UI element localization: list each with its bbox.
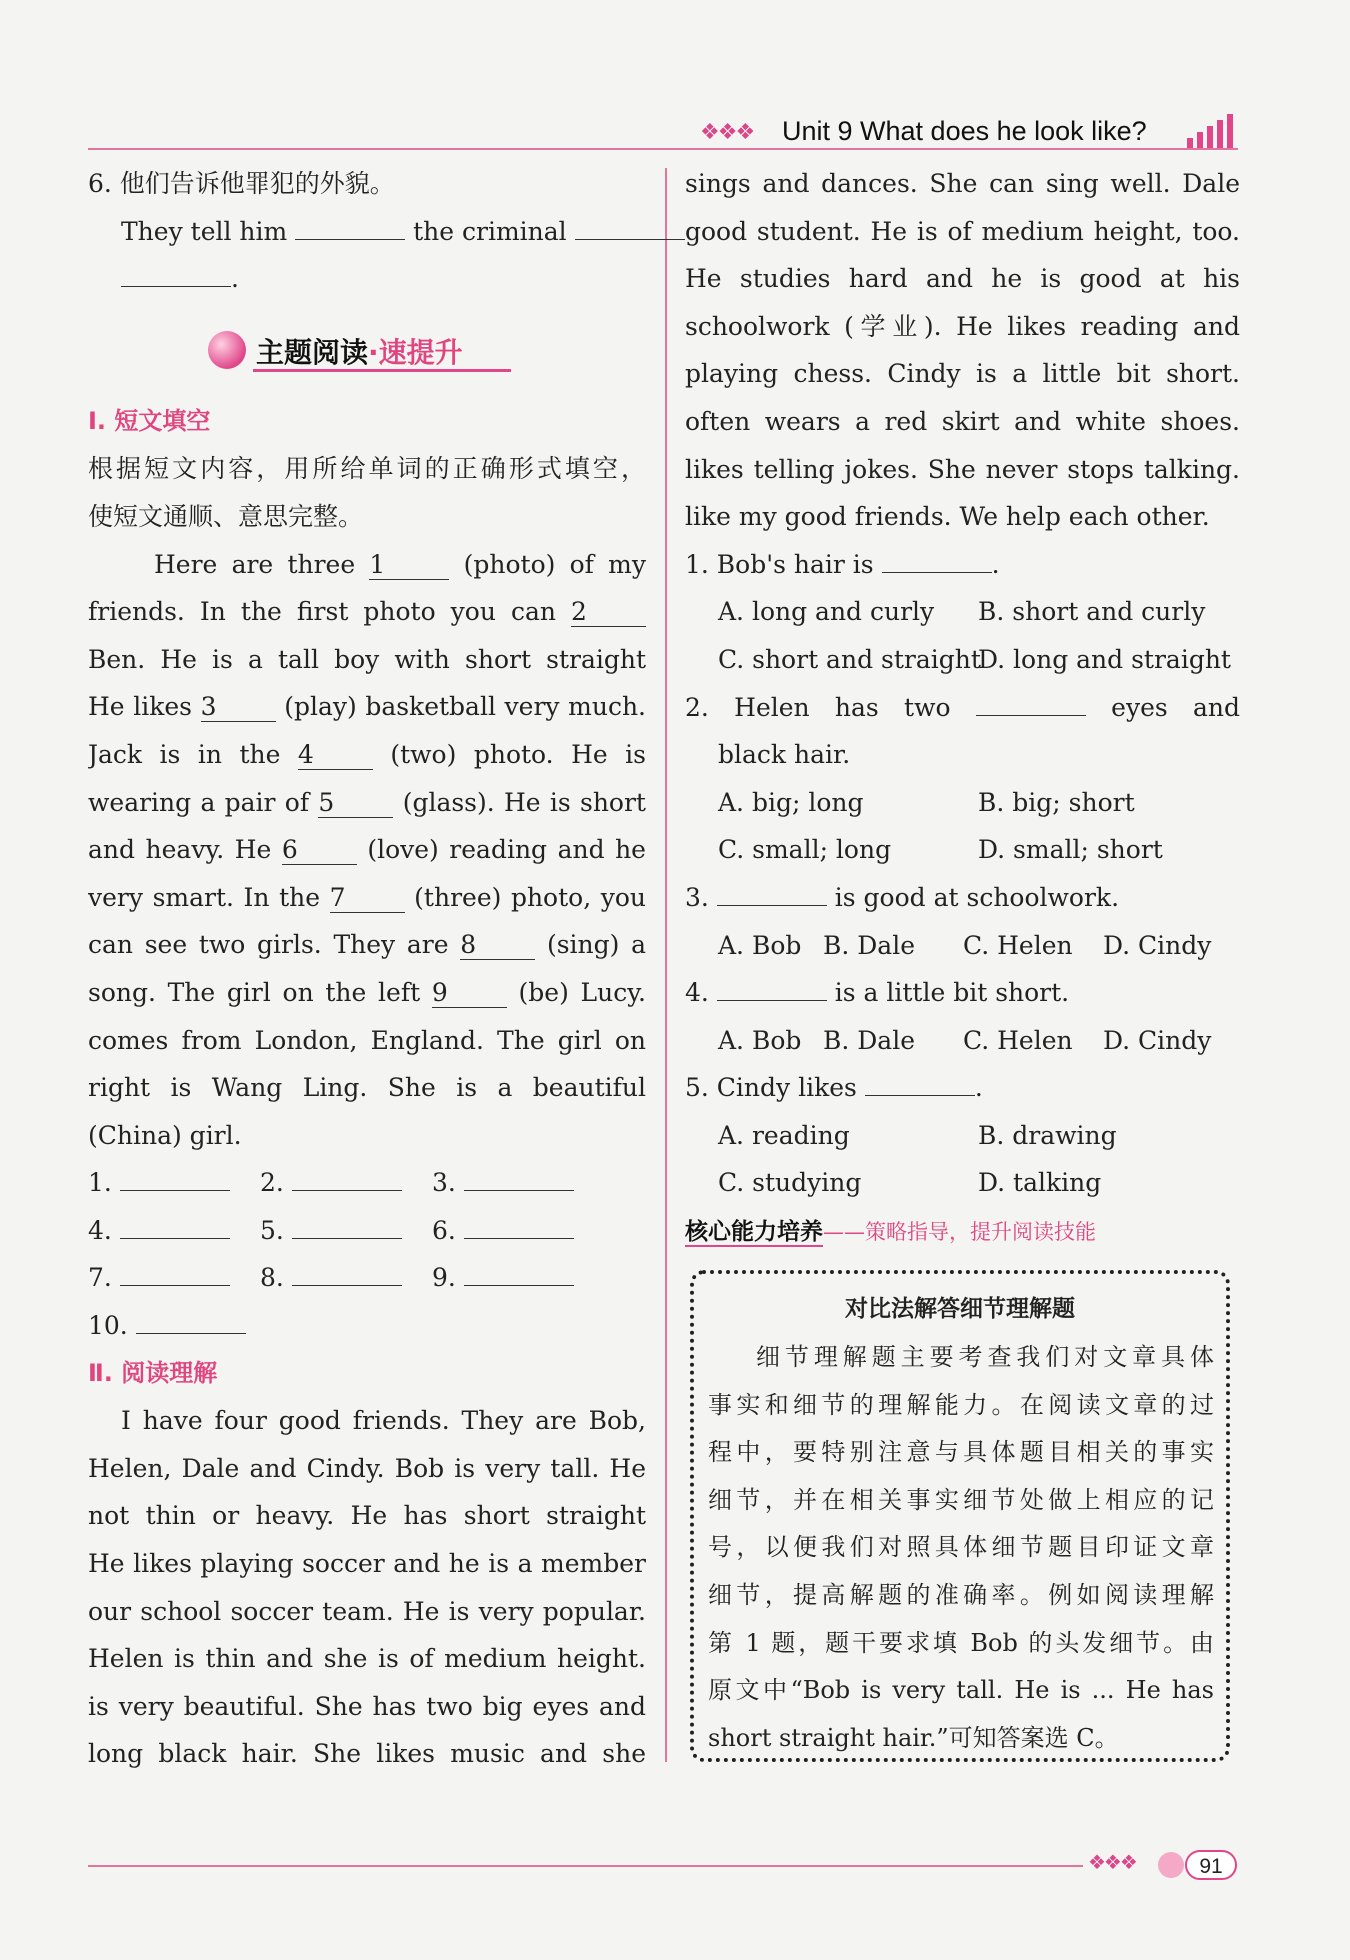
option[interactable]: D. small; short [978, 835, 1163, 865]
passage-line: good student. He is of medium height, too. [685, 216, 1240, 246]
option[interactable]: D. Cindy [1103, 1025, 1212, 1055]
option[interactable]: A. Bob [718, 930, 802, 960]
answer-blank[interactable] [292, 1238, 402, 1239]
passage-line: right is Wang Ling. She is a beautiful [88, 1064, 646, 1112]
passage-line: playing chess. Cindy is a little bit short. [685, 359, 1240, 389]
part1-instruction: 使短文通顺、意思完整。 [88, 501, 364, 531]
option[interactable]: C. short and straight [718, 644, 981, 674]
tip-line: 号，以便我们对照具体细节题目印证文章 [708, 1533, 1214, 1562]
passage-line: like my good friends. We help each other. [685, 502, 1210, 532]
option[interactable]: C. Helen [963, 930, 1073, 960]
answer-blank[interactable] [575, 239, 685, 240]
option[interactable]: B. big; short [978, 787, 1135, 817]
tip-title: 对比法解答细节理解题 [845, 1296, 1075, 1322]
option[interactable]: C. Helen [963, 1025, 1073, 1055]
answer-blank[interactable] [464, 1238, 574, 1239]
question-4-options [685, 1017, 1240, 1065]
q6-english: They tell him the criminal [88, 208, 646, 256]
unit-title: Unit 9 What does he look like? [782, 116, 1147, 146]
tip-line: 事实和细节的理解能力。在阅读文章的过 [708, 1390, 1214, 1419]
tip-line: 程中，要特别注意与具体题目相关的事实 [708, 1438, 1214, 1467]
left-column [88, 160, 646, 1778]
answer-blank[interactable] [717, 905, 827, 906]
answer-blank[interactable] [464, 1285, 574, 1286]
question-1: 1. Bob's hair is . [685, 549, 1000, 579]
passage-line: very smart. In the 7 (three) photo, you [88, 882, 646, 912]
question-2-options [685, 779, 1240, 874]
passage-line: sings and dances. She can sing well. Dale [685, 169, 1240, 198]
column-divider [665, 168, 667, 1762]
footer-rule [88, 1865, 1083, 1867]
answer-blank[interactable] [292, 1190, 402, 1191]
answer-blank[interactable] [136, 1333, 246, 1334]
tip-line: 原文中“Bob is very tall. He is ... He has [708, 1676, 1214, 1705]
signal-bars-icon [1185, 112, 1243, 148]
answer-blank[interactable] [717, 1000, 827, 1001]
numbered-blank: 1 [369, 551, 449, 580]
question-5: 5. Cindy likes . [685, 1073, 983, 1103]
question-5-options [685, 1112, 1240, 1207]
banner-ball-icon [208, 331, 246, 369]
banner-underline [253, 369, 511, 372]
option[interactable]: B. drawing [978, 1120, 1117, 1150]
option[interactable]: B. Dale [823, 930, 916, 960]
answer-blank[interactable] [292, 1285, 402, 1286]
option[interactable]: C. small; long [718, 835, 892, 865]
answer-blank[interactable] [464, 1190, 574, 1191]
option[interactable]: B. short and curly [978, 597, 1206, 627]
tip-line: short straight hair.”可知答案选 C。 [708, 1723, 1119, 1752]
header-rule [88, 148, 1238, 150]
passage-line: is very beautiful. She has two big eyes and [88, 1691, 646, 1721]
option[interactable]: D. long and straight [978, 644, 1231, 674]
q6-english-cont: . [88, 255, 646, 303]
question-2-cont: black hair. [718, 740, 851, 770]
banner-title: 主题阅读·速提升 [256, 335, 463, 369]
numbered-blank: 3 [201, 693, 276, 722]
passage-line: can see two girls. They are 8 (sing) a [88, 930, 646, 960]
passage-line: comes from London, England. The girl on [88, 1025, 646, 1055]
option[interactable]: D. Cindy [1103, 930, 1212, 960]
numbered-blank: 8 [460, 931, 535, 960]
part1-instruction: 根据短文内容，用所给单词的正确形式填空， [88, 454, 646, 484]
passage-line: friends. In the first photo you can 2 [88, 588, 646, 636]
answer-blank[interactable] [120, 1238, 230, 1239]
passage-line: Ben. He is a tall boy with short straight [88, 644, 646, 674]
passage-line: often wears a red skirt and white shoes. [685, 406, 1240, 436]
answer-blank[interactable] [976, 715, 1086, 716]
answer-grid: 1. 2. 3. 4. 5. 6. 7. 8. 9. 10. [88, 1159, 646, 1349]
option[interactable]: B. Dale [823, 1025, 916, 1055]
numbered-blank: 4 [298, 741, 373, 770]
passage-line: I have four good friends. They are Bob, [121, 1406, 646, 1436]
numbered-blank: 7 [330, 884, 405, 913]
tip-body [694, 1334, 1226, 1762]
footer-ball-icon [1158, 1852, 1184, 1878]
answer-blank[interactable] [865, 1095, 975, 1096]
header-diamond-icons: ❖❖❖ [700, 120, 754, 145]
section-banner [88, 303, 646, 398]
passage-line: and heavy. He 6 (love) reading and he [88, 835, 646, 865]
answer-blank[interactable] [120, 1285, 230, 1286]
option[interactable]: A. long and curly [718, 597, 935, 627]
numbered-blank: 5 [318, 789, 393, 818]
question-3-options [685, 922, 1240, 970]
passage-line: (China) girl. [88, 1120, 242, 1150]
passage-line: Here are three 1 (photo) of my [154, 549, 646, 579]
right-column [685, 160, 1240, 1255]
option[interactable]: C. studying [718, 1168, 862, 1198]
answer-blank[interactable] [295, 239, 405, 240]
passage-line: our school soccer team. He is very popular. [88, 1596, 646, 1626]
numbered-blank: 9 [432, 979, 507, 1008]
option[interactable]: A. Bob [718, 1025, 802, 1055]
question-2: 2. Helen has two eyes and [685, 684, 1240, 732]
part1-heading: Ⅰ. 短文填空 [88, 406, 211, 435]
passage-line: He likes playing soccer and he is a member [88, 1549, 646, 1579]
tip-line: 细节，提高解题的准确率。例如阅读理解 [708, 1580, 1214, 1609]
passage-line: likes telling jokes. She never stops talking. [685, 454, 1240, 484]
passage-line: He likes 3 (play) basketball very much. [88, 692, 646, 722]
passage-line: song. The girl on the left 9 (be) Lucy. [88, 977, 646, 1007]
footer-diamond-icons: ❖❖❖ [1088, 1850, 1136, 1874]
part2-heading: Ⅱ. 阅读理解 [88, 1358, 218, 1387]
passage-line: Jack is in the 4 (two) photo. He is [88, 739, 646, 769]
option[interactable]: A. reading [718, 1120, 850, 1150]
answer-blank[interactable] [121, 286, 231, 287]
passage-line: Helen is thin and she is of medium height. [88, 1644, 646, 1674]
tip-line: 细节理解题主要考查我们对文章具体 [756, 1343, 1214, 1371]
numbered-blank: 6 [282, 836, 357, 865]
numbered-blank: 2 [571, 598, 646, 627]
question-1-options [685, 588, 1240, 683]
strategy-tip-box [690, 1270, 1230, 1762]
page-number: 91 [1185, 1850, 1237, 1880]
passage-line: wearing a pair of 5 (glass). He is short [88, 787, 646, 817]
answer-blank[interactable] [882, 572, 992, 573]
q6-chinese: 6. 他们告诉他罪犯的外貌。 [88, 169, 395, 198]
tip-line: 细节，并在相关事实细节处做上相应的记 [708, 1485, 1214, 1514]
passage-line: Helen, Dale and Cindy. Bob is very tall. He [88, 1453, 646, 1483]
option[interactable]: D. talking [978, 1168, 1102, 1198]
question-4: 4. is a little bit short. [685, 978, 1070, 1008]
skill-heading: 核心能力培养——策略指导，提升阅读技能 [685, 1219, 1096, 1246]
question-3: 3. is good at schoolwork. [685, 882, 1120, 912]
answer-blank[interactable] [120, 1190, 230, 1191]
option[interactable]: A. big; long [718, 787, 864, 817]
passage-line: He studies hard and he is good at his [685, 264, 1240, 294]
tip-line: 第 1 题，题干要求填 Bob 的头发细节。由 [708, 1628, 1214, 1657]
passage-line: schoolwork (学业). He likes reading and [685, 311, 1240, 341]
passage-line: long black hair. She likes music and she [88, 1739, 646, 1769]
passage-line: not thin or heavy. He has short straight [88, 1501, 646, 1531]
